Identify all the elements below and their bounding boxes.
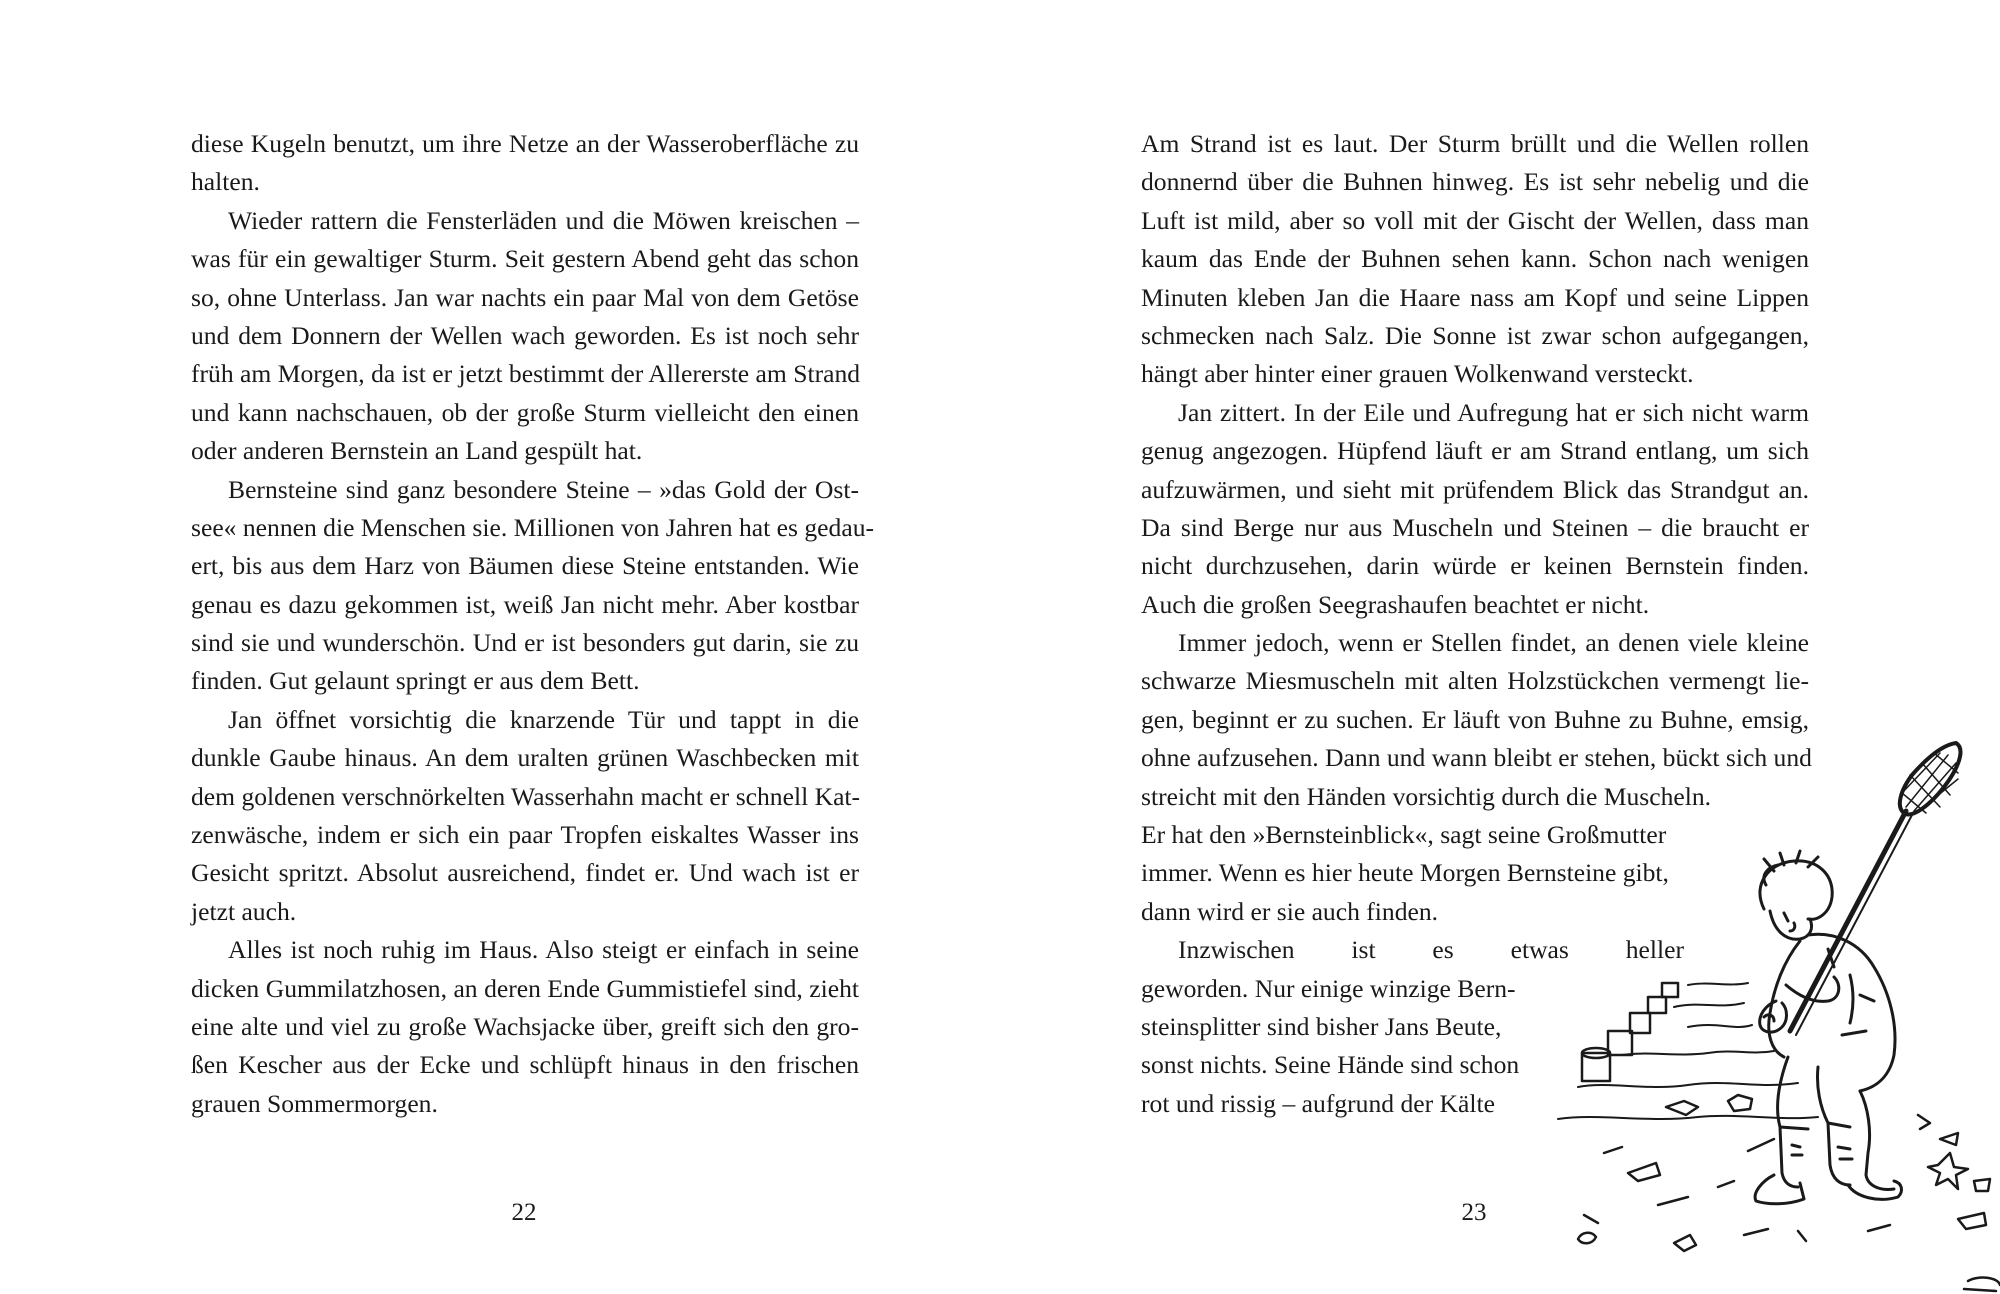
text-line: see« nennen die Menschen sie. Millionen von Jahren hat es gedau- (191, 512, 875, 542)
text-line: ohne aufzusehen. Dann und wann bleibt er stehen, bückt sich und (1141, 743, 1812, 773)
text-line: Bernsteine sind ganz besondere Steine – »das Gold der Ost- (228, 474, 859, 504)
text-line: genug angezogen. Hüpfend läuft er am Strand entlang, um sich (1141, 436, 1809, 466)
text-line: früh am Morgen, da ist er jetzt bestimmt der Allererste am Strand (191, 359, 861, 389)
beach-debris (1578, 1095, 2000, 1291)
boy-with-net-illustration (1538, 735, 2000, 1294)
text-line: so, ohne Unterlass. Jan war nachts ein paar Mal von dem Getöse (191, 282, 859, 312)
text-line: Auch die großen Seegrashaufen beachtet er nicht. (1141, 589, 1650, 619)
text-line: oder anderen Bernstein an Land gespült hat. (191, 436, 643, 466)
text-line: Gesicht spritzt. Absolut ausreichend, findet er. Und wach ist er (191, 858, 859, 888)
text-line: was für ein gewaltiger Sturm. Seit gestern Abend geht das schon (191, 244, 859, 274)
text-line: halten. (191, 167, 260, 197)
text-line: sind sie und wunderschön. Und er ist besonders gut darin, sie zu (191, 628, 859, 658)
text-line: finden. Gut gelaunt springt er aus dem Bett. (191, 666, 640, 696)
text-line: dem goldenen verschnörkelten Wasserhahn macht er schnell Kat- (191, 781, 861, 811)
text-line: sonst nichts. Seine Hände sind schon (1141, 1050, 1520, 1080)
text-line: dann wird er sie auch finden. (1141, 896, 1439, 926)
text-line: und kann nachschauen, ob der große Sturm vielleicht den einen (191, 397, 859, 427)
text-line: eine alte und viel zu große Wachsjacke über, greift sich den gro- (191, 1011, 859, 1041)
text-line: immer. Wenn es hier heute Morgen Bernsteine gibt, (1141, 858, 1669, 888)
left-page-text (191, 125, 875, 1123)
boy-figure (1755, 851, 1901, 1204)
text-line: grauen Sommermorgen. (191, 1088, 438, 1118)
text-line: und dem Donnern der Wellen wach geworden. Es ist noch sehr (191, 320, 859, 350)
text-line: geworden. Nur einige winzige Bern- (1141, 973, 1516, 1003)
right-page (1000, 0, 2000, 1294)
text-line: ert, bis aus dem Harz von Bäumen diese Steine entstanden. Wie (191, 551, 859, 581)
text-line: Am Strand ist es laut. Der Sturm brüllt und die Wellen rollen (1141, 129, 1809, 158)
text-line: schwarze Miesmuscheln mit alten Holzstückchen vermengt lie- (1141, 666, 1809, 696)
text-line: schmecken nach Salz. Die Sonne ist zwar schon aufgegangen, (1141, 320, 1809, 350)
text-line: Wieder rattern die Fensterläden und die Möwen kreischen – (228, 205, 859, 235)
text-line: zenwäsche, indem er sich ein paar Tropfen eiskaltes Wasser ins (191, 820, 859, 850)
text-line: nicht durchzusehen, darin würde er keinen Bernstein finden. (1141, 551, 1809, 581)
text-line: rot und rissig – aufgrund der Kälte (1141, 1088, 1495, 1118)
text-line: hängt aber hinter einer grauen Wolkenwand versteckt. (1141, 359, 1694, 389)
text-line: gen, beginnt er zu suchen. Er läuft von Buhne zu Buhne, emsig, (1141, 704, 1809, 734)
text-line: jetzt auch. (191, 896, 297, 926)
text-line: Jan öffnet vorsichtig die knarzende Tür und tappt in die (228, 704, 859, 734)
text-line: Er hat den »Bernsteinblick«, sagt seine Großmutter (1141, 820, 1667, 850)
text-line: kaum das Ende der Buhnen sehen kann. Schon nach wenigen (1141, 244, 1809, 274)
page-number-left: 22 (511, 1199, 537, 1226)
groyne-posts (1582, 983, 1678, 1081)
text-line: ßen Kescher aus der Ecke und schlüpft hinaus in den frischen (191, 1050, 859, 1080)
text-line: Minuten kleben Jan die Haare nass am Kopf und seine Lippen (1141, 282, 1809, 312)
text-line: aufzuwärmen, und sieht mit prüfendem Blick das Strandgut an. (1141, 474, 1809, 504)
text-line: Luft ist mild, aber so voll mit der Gischt der Wellen, dass man (1141, 205, 1809, 235)
text-line: genau es dazu gekommen ist, weiß Jan nicht mehr. Aber kostbar (191, 589, 859, 619)
text-line: dicken Gummilatzhosen, an deren Ende Gummistiefel sind, zieht (191, 973, 859, 1003)
text-line: Jan zittert. In der Eile und Aufregung hat er sich nicht warm (1178, 397, 1809, 427)
text-line: diese Kugeln benutzt, um ihre Netze an der Wasseroberfläche zu (191, 129, 859, 158)
text-line: Inzwischen ist es etwas heller (1178, 935, 1684, 965)
text-line: dunkle Gaube hinaus. An dem uralten grünen Waschbecken mit (191, 743, 859, 773)
text-line: streicht mit den Händen vorsichtig durch die Muscheln. (1141, 781, 1712, 811)
text-line: steinsplitter sind bisher Jans Beute, (1141, 1011, 1502, 1041)
page-number-right: 23 (1461, 1199, 1487, 1226)
landing-net (1790, 743, 1960, 1035)
text-line: Alles ist noch ruhig im Haus. Also steigt er einfach in seine (228, 935, 859, 965)
text-line: Immer jedoch, wenn er Stellen findet, an denen viele kleine (1178, 628, 1809, 658)
text-line: Da sind Berge nur aus Muscheln und Steinen – die braucht er (1141, 512, 1809, 542)
text-line: donnernd über die Buhnen hinweg. Es ist sehr nebelig und die (1141, 167, 1809, 197)
